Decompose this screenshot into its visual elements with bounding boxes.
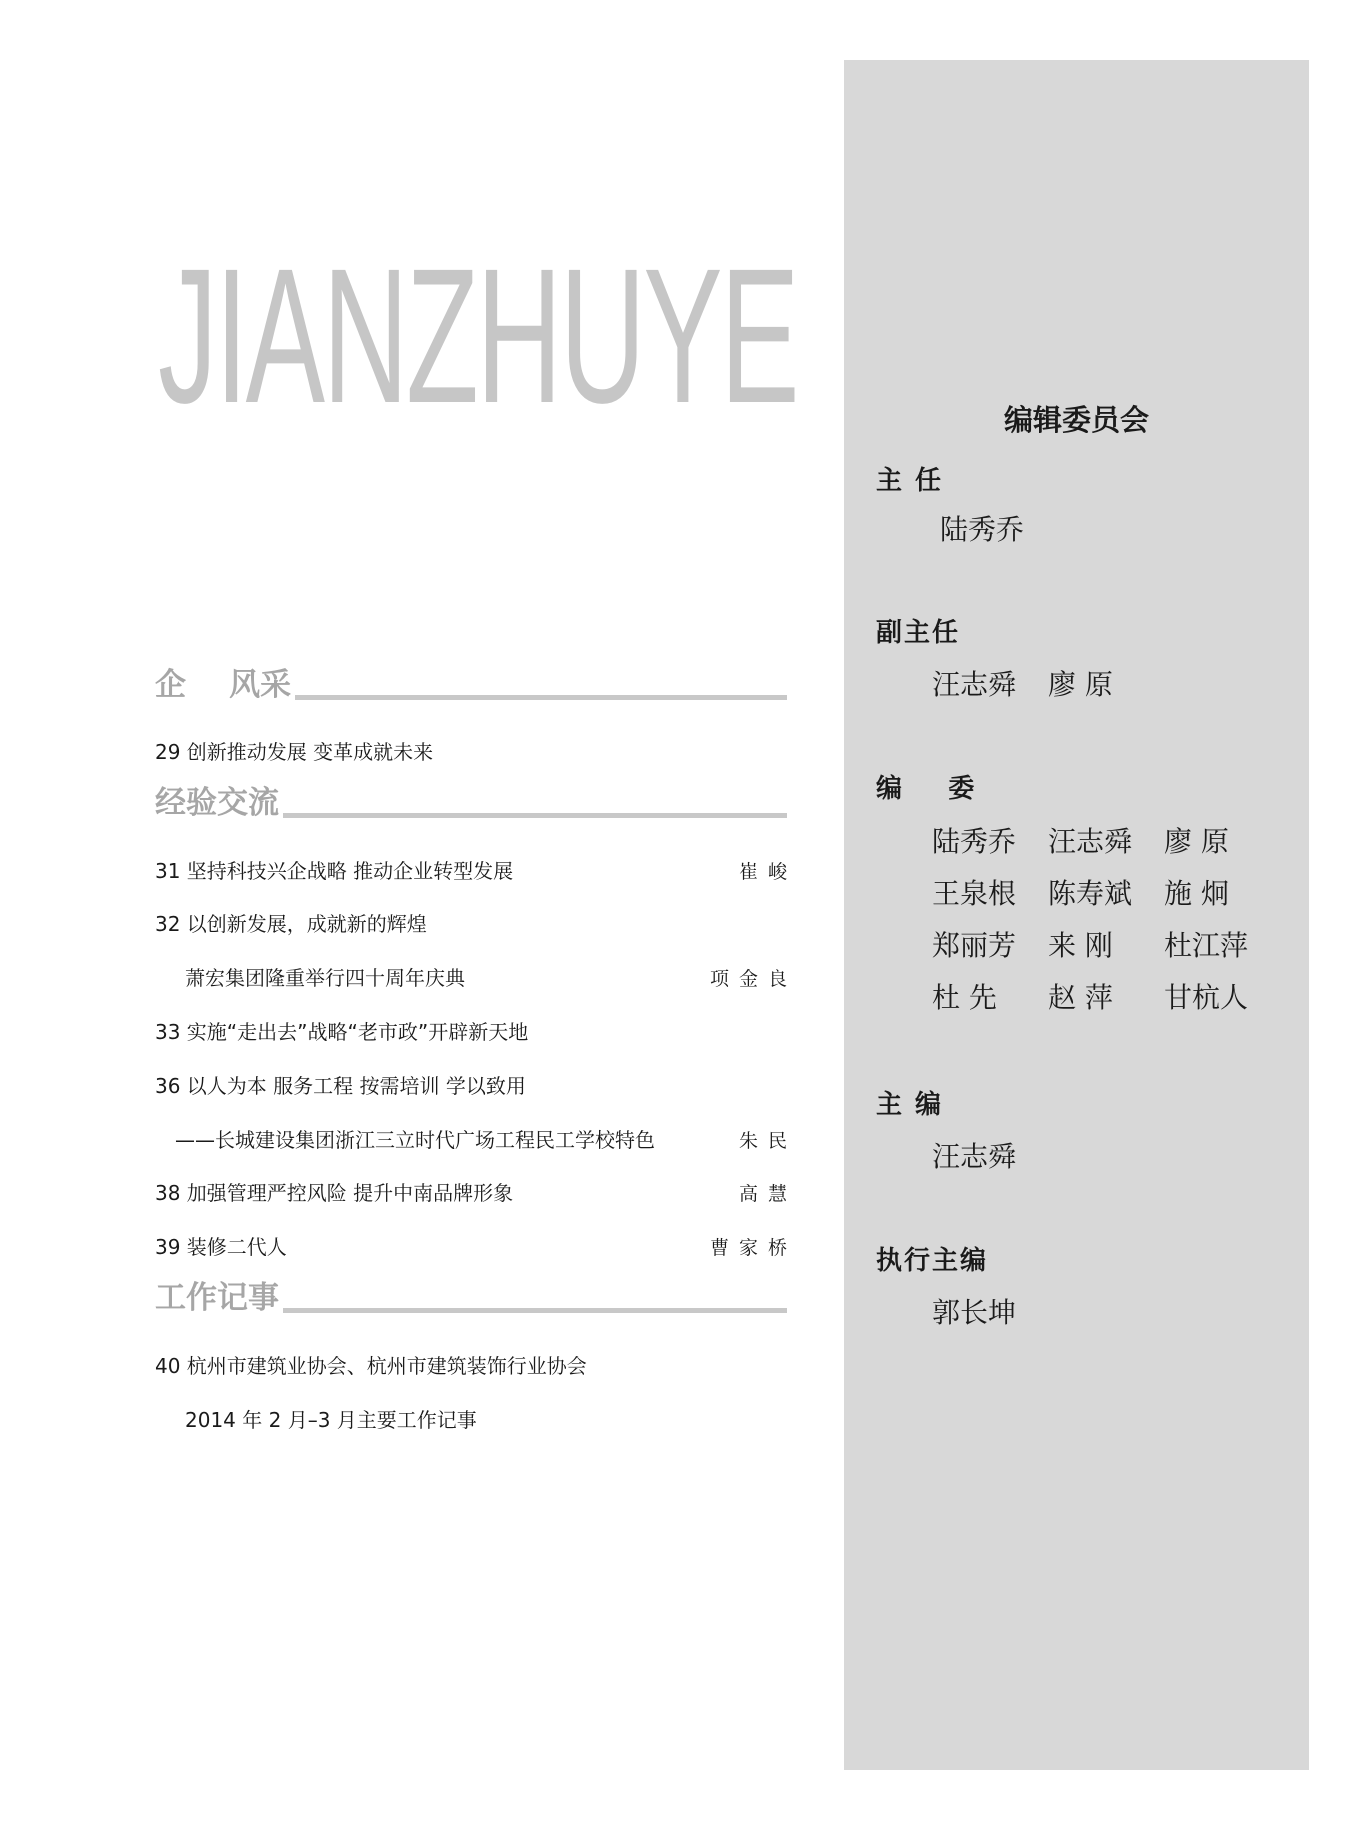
toc-entry[interactable] [155, 1016, 787, 1045]
toc-entry-title: ——长城建设集团浙江三立时代广场工程民工学校特色 [175, 1128, 655, 1152]
member-name: 杜江萍 [1164, 929, 1249, 962]
member-name: 来 刚 [1048, 929, 1113, 962]
member-name: 王泉根 [932, 877, 1017, 910]
toc-entry[interactable] [155, 1070, 787, 1099]
toc-entry-author: 曹家桥 [709, 1237, 797, 1259]
toc-entry-title: 33 实施“走出去”战略“老市政”开辟新天地 [155, 1020, 529, 1044]
member-name: 廖 原 [1164, 825, 1229, 858]
exec-editor-name: 郭长坤 [932, 1296, 1017, 1329]
editorial-board-panel [844, 60, 1309, 1770]
toc-entry-title: 40 杭州市建筑业协会、杭州市建筑装饰行业协会 [155, 1354, 587, 1378]
toc-entry-title: 31 坚持科技兴企战略 推动企业转型发展 [155, 859, 514, 883]
section-divider [283, 813, 787, 818]
masthead-title: JIANZHUYE [158, 228, 798, 443]
member-name: 陈寿斌 [1048, 877, 1133, 910]
toc-entry-title: 39 装修二代人 [155, 1235, 287, 1259]
toc-entry[interactable] [155, 1177, 797, 1206]
toc-entry-title: 2014 年 2 月–3 月主要工作记事 [185, 1408, 477, 1432]
editor-name: 汪志舜 [932, 1140, 1017, 1173]
member-name: 汪志舜 [1048, 825, 1133, 858]
members-label: 编 委 [876, 774, 977, 804]
toc-entry-title: 38 加强管理严控风险 提升中南品牌形象 [155, 1181, 514, 1205]
member-name: 杜 先 [932, 981, 997, 1014]
toc-entry-subtitle[interactable] [185, 1404, 787, 1433]
toc-entry-subtitle[interactable] [185, 962, 797, 991]
deputy-label: 副主任 [876, 618, 961, 648]
board-title: 编辑委员会 [1003, 403, 1149, 437]
toc-entry[interactable] [155, 1350, 787, 1379]
toc-entry[interactable] [155, 908, 787, 937]
toc-entry[interactable] [155, 855, 797, 884]
director-label: 主 任 [876, 466, 944, 496]
section-title: 企 风采 [155, 667, 292, 703]
member-name: 郑丽芳 [932, 929, 1017, 962]
section-title: 经验交流 [155, 785, 279, 821]
toc-entry[interactable] [155, 736, 787, 765]
toc-entry-title: 萧宏集团隆重举行四十周年庆典 [185, 966, 465, 990]
toc-entry-author: 朱民 [738, 1130, 797, 1152]
section-header [155, 785, 787, 821]
section-header [155, 667, 787, 703]
member-name: 甘杭人 [1164, 981, 1249, 1014]
toc-entry-title: 32 以创新发展，成就新的辉煌 [155, 912, 427, 936]
member-name: 施 炯 [1164, 877, 1229, 910]
director-name: 陆秀乔 [940, 513, 1025, 546]
deputy-name: 廖 原 [1048, 668, 1113, 701]
editor-label: 主 编 [876, 1090, 944, 1120]
section-divider [283, 1308, 787, 1313]
toc-entry-author: 高慧 [738, 1183, 797, 1205]
toc-entry-author: 崔峻 [738, 861, 797, 883]
toc-entry-title: 29 创新推动发展 变革成就未来 [155, 740, 434, 764]
toc-entry-author: 项金良 [709, 968, 797, 990]
section-divider [295, 695, 787, 700]
member-name: 陆秀乔 [932, 825, 1017, 858]
section-title: 工作记事 [155, 1280, 279, 1316]
toc-entry-title: 36 以人为本 服务工程 按需培训 学以致用 [155, 1074, 526, 1098]
deputy-name: 汪志舜 [932, 668, 1017, 701]
section-header [155, 1280, 787, 1316]
toc-entry-subtitle[interactable] [175, 1124, 797, 1153]
member-name: 赵 萍 [1048, 981, 1113, 1014]
toc-entry[interactable] [155, 1231, 797, 1260]
exec-editor-label: 执行主编 [876, 1246, 989, 1276]
